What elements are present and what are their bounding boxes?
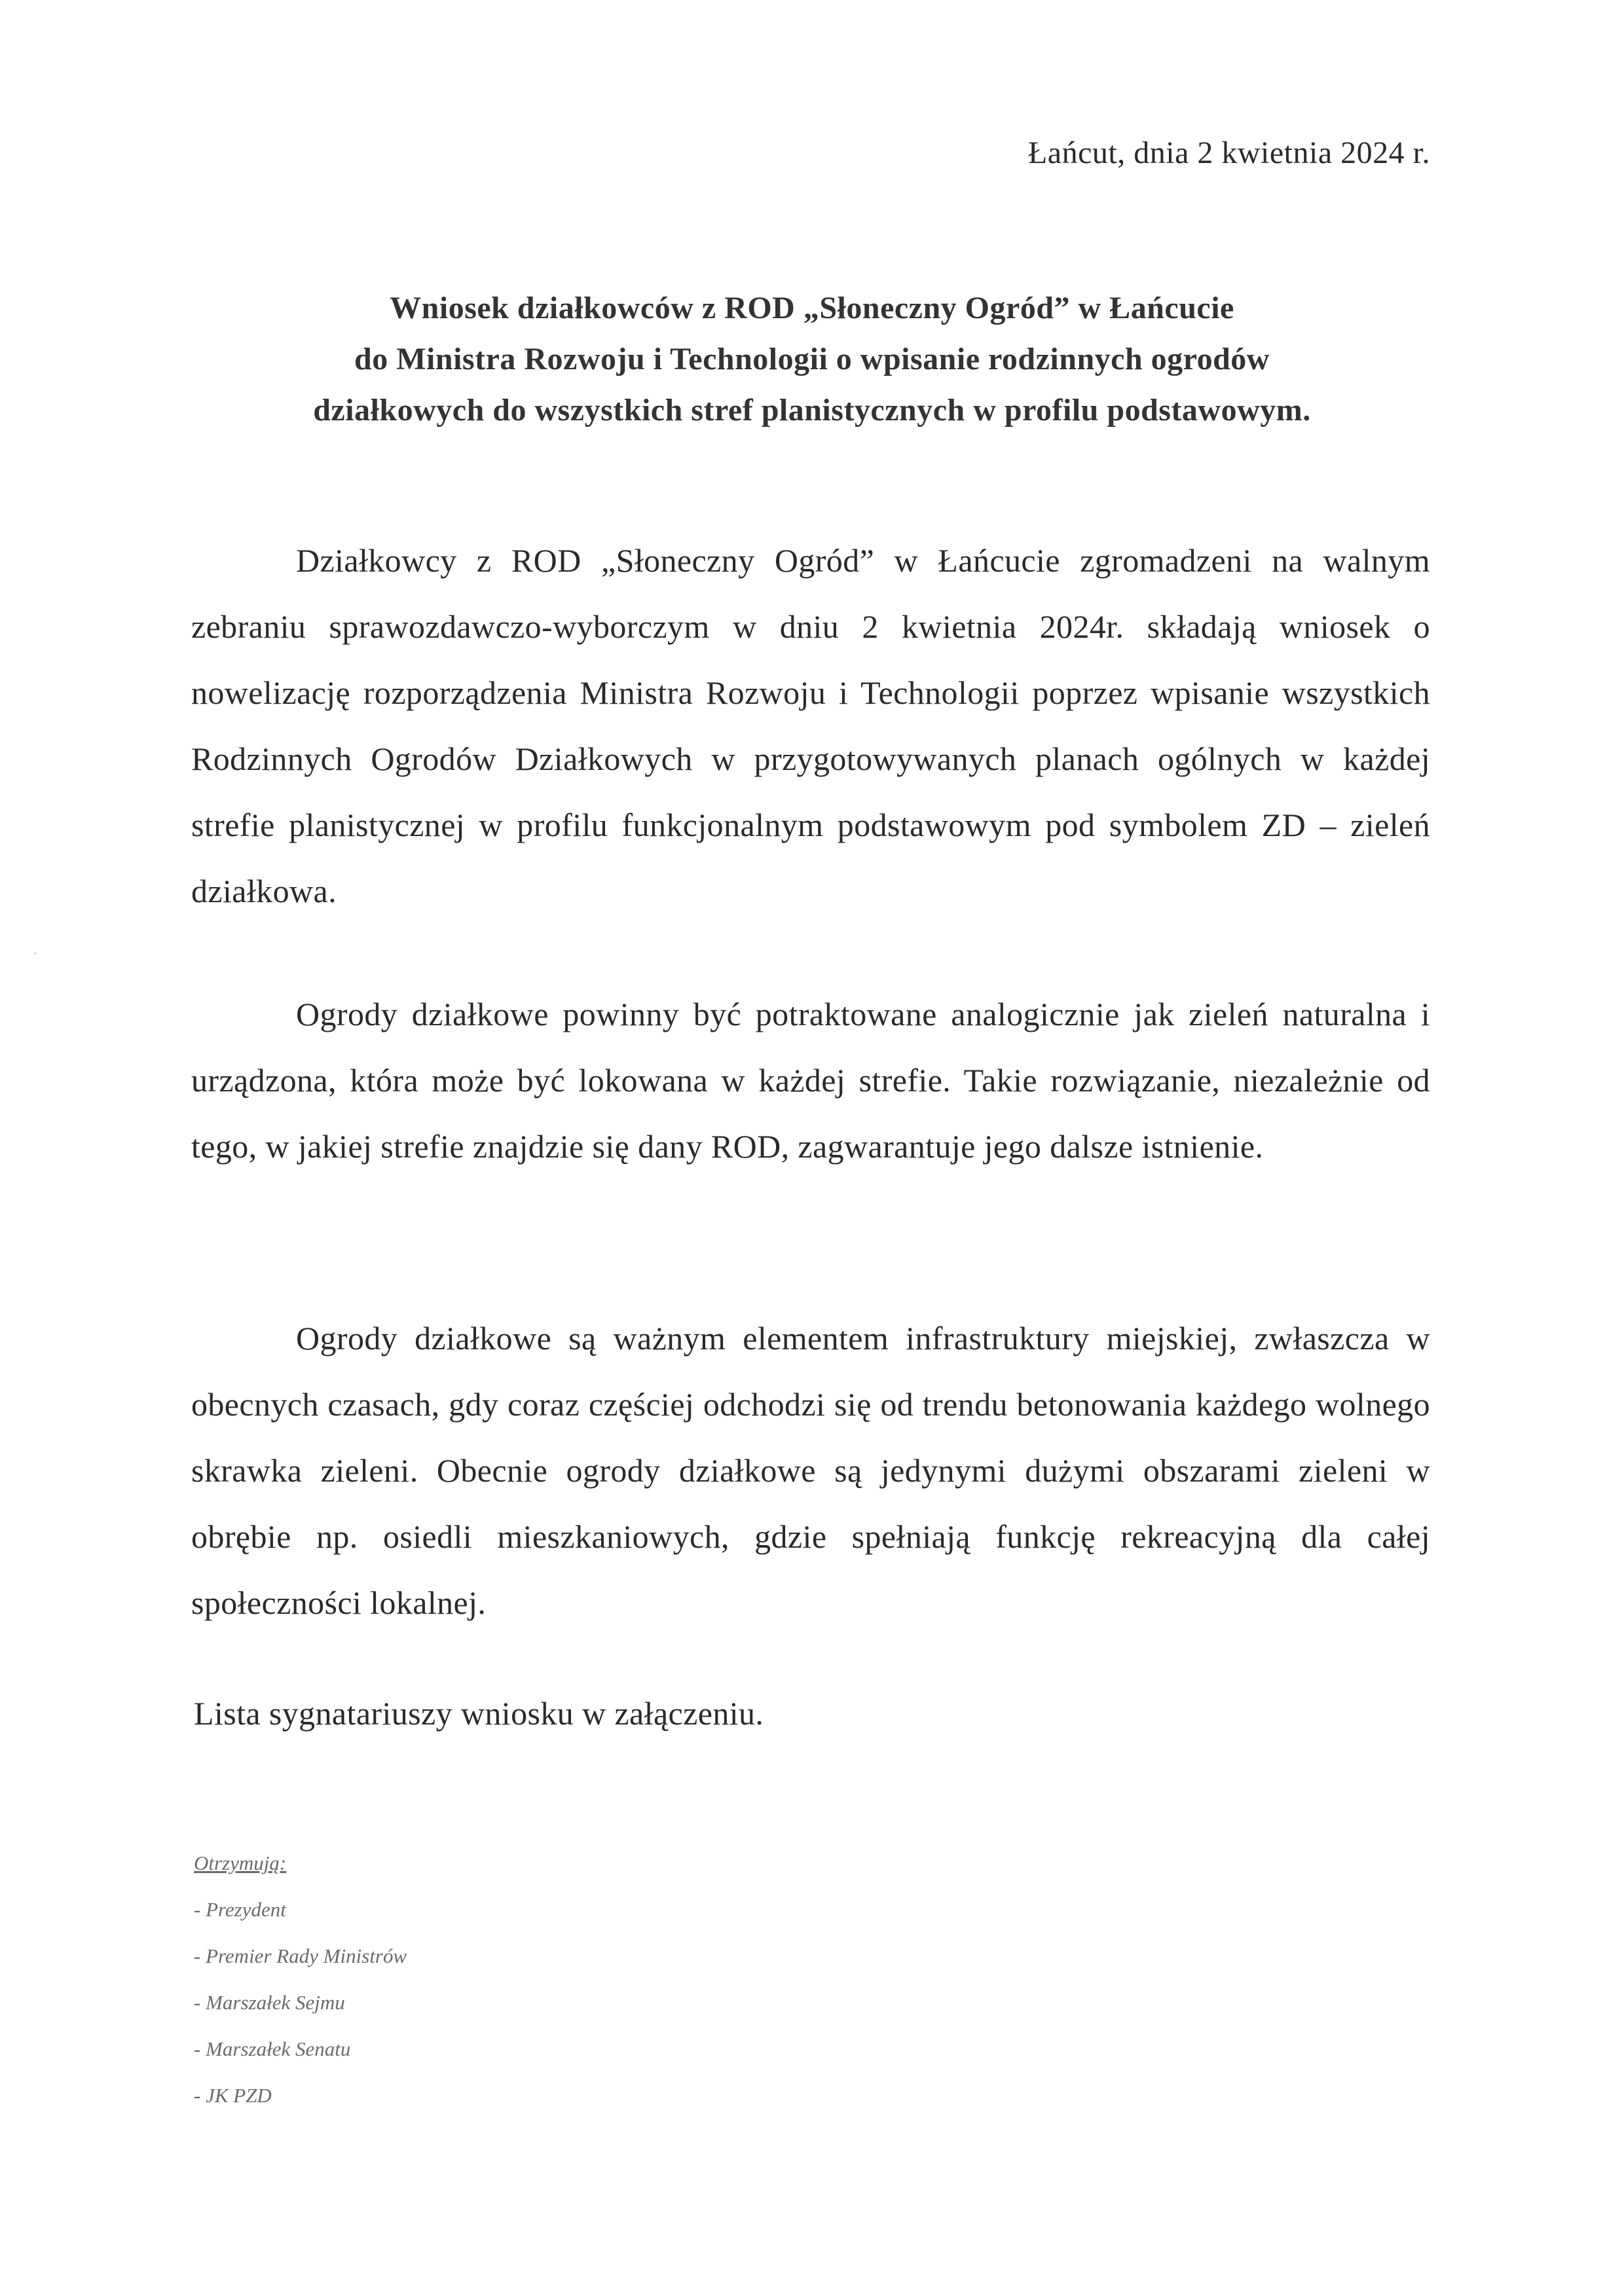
title-line-2: do Ministra Rozwoju i Technologii o wpisanie rodzinnych ogrodów — [354, 342, 1270, 376]
scan-speck — [34, 953, 36, 955]
recipient-item: - Marszałek Senatu — [194, 2037, 351, 2060]
paragraph-3 — [191, 1305, 1430, 1636]
paragraph-1-text: Działkowcy z ROD „Słoneczny Ogród” w Łańcucie zgromadzeni na walnym zebraniu sprawozdawczo-wyborczym w dniu 2 kwietnia 2024r. składają wniosek o nowelizację rozporządzenia Ministra Rozwoju i Technologii poprzez wpisanie wszystkich Rodzinnych Ogrodów Działkowych w przygotowywanych planach ogólnych w każdej strefie planistycznej w profilu funkcjonalnym podstawowym pod symbolem ZD – zieleń działkowa. — [191, 542, 1430, 909]
recipients-list — [194, 1840, 407, 2119]
recipients-heading: Otrzymują: — [194, 1851, 287, 1874]
title-line-3: działkowych do wszystkich stref planistycznych w profilu podstawowym. — [313, 393, 1311, 428]
paragraph-1 — [191, 528, 1430, 924]
closing-note: Lista sygnatariuszy wniosku w załączeniu. — [194, 1695, 764, 1732]
date-line: Łańcut, dnia 2 kwietnia 2024 r. — [1027, 136, 1430, 170]
recipient-item: - Marszałek Sejmu — [194, 1991, 345, 2014]
title-line-1: Wniosek działkowców z ROD „Słoneczny Ogród” w Łańcucie — [390, 291, 1234, 325]
paragraph-2-text: Ogrody działkowe powinny być potraktowane analogicznie jak zieleń naturalna i urządzona, która może być lokowana w każdej strefie. Takie rozwiązanie, niezależnie od tego, w jakiej strefie znajdzie się dany ROD, zagwarantuje jego dalsze istnienie. — [191, 996, 1430, 1165]
document-title — [157, 283, 1467, 436]
recipient-item: - JK PZD — [194, 2084, 272, 2107]
recipient-item: - Premier Rady Ministrów — [194, 1944, 407, 1967]
paragraph-3-text: Ogrody działkowe są ważnym elementem infrastruktury miejskiej, zwłaszcza w obecnych czasach, gdy coraz częściej odchodzi się od trendu betonowania każdego wolnego skrawka zieleni. Obecnie ogrody działkowe są jedynymi dużymi obszarami zieleni w obrębie np. osiedli mieszkaniowych, gdzie spełniają funkcję rekreacyjną dla całej społeczności lokalnej. — [191, 1320, 1430, 1621]
recipient-item: - Prezydent — [194, 1898, 286, 1921]
paragraph-2 — [191, 981, 1430, 1180]
